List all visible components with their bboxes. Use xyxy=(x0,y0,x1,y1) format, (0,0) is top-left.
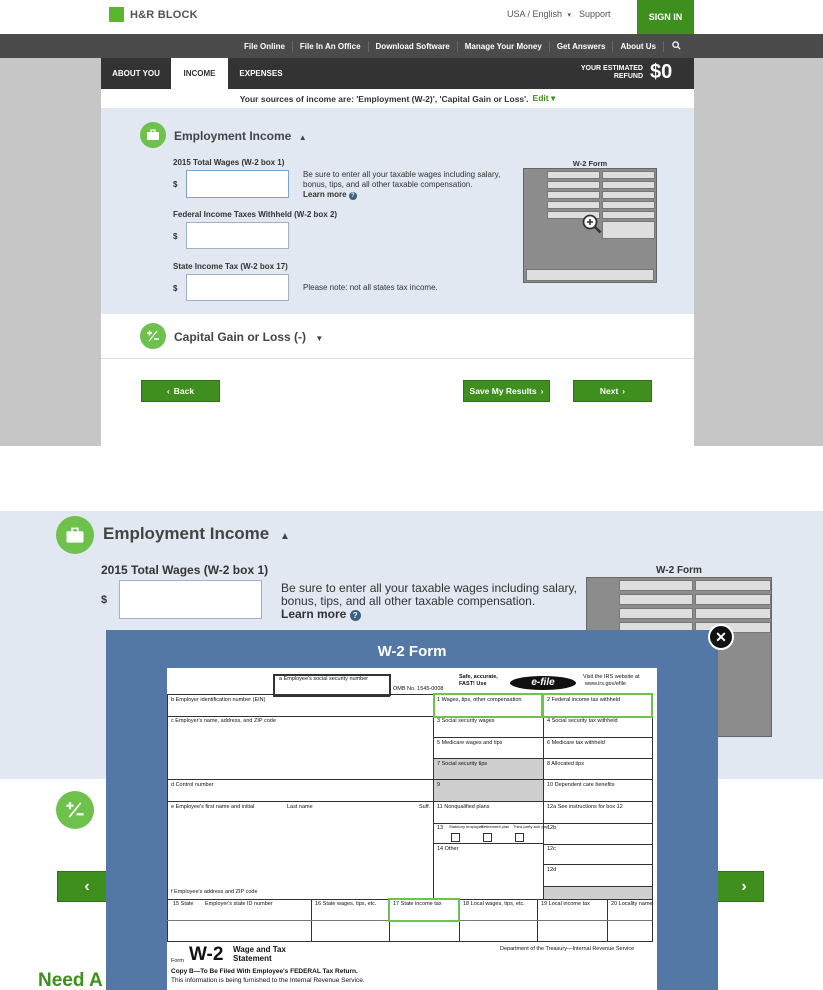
form-safe: Safe, accurate, xyxy=(459,674,498,680)
form-suff: Suff. xyxy=(419,804,431,810)
back-button[interactable] xyxy=(141,380,220,402)
zoomed-w2-thumb-title: W-2 Form xyxy=(656,565,702,576)
modal-title: W-2 Form xyxy=(377,643,447,660)
form-wage-tax-2: Statement xyxy=(233,954,272,963)
form-box-20: 20 Locality name xyxy=(611,901,653,907)
nav-get-answers[interactable]: Get Answers xyxy=(549,41,613,52)
form-box-9: 9 xyxy=(437,782,441,788)
capital-gain-title[interactable] xyxy=(174,330,323,344)
form-box-b: b Employer identification number (EIN) xyxy=(171,697,266,703)
w2-thumb-cell xyxy=(695,580,771,591)
efile-text: e-file xyxy=(531,677,555,688)
form-box-10: 10 Dependent care benefits xyxy=(547,782,615,788)
w2-thumb-cell xyxy=(602,211,655,219)
nav-download-software[interactable]: Download Software xyxy=(368,41,457,52)
help-icon: ? xyxy=(350,610,361,621)
form-box-d: d Control number xyxy=(171,782,214,788)
form-omb: OMB No. 1545-0008 xyxy=(393,686,444,692)
chevron-down-icon: ▾ xyxy=(550,93,556,103)
form-statutory: Statutory employee xyxy=(449,824,484,829)
form-wage-tax-1: Wage and Tax xyxy=(233,945,286,954)
form-fast: FAST! Use xyxy=(459,681,487,687)
w2-thumb-cell xyxy=(547,171,600,179)
form-box-12c: 12c xyxy=(547,846,556,852)
zoomed-wages-dollar: $ xyxy=(101,594,108,606)
w2-thumb-cell xyxy=(526,269,654,281)
state-help: Please note: not all states tax income. xyxy=(303,283,438,292)
nav-file-online[interactable]: File Online xyxy=(244,41,285,51)
nav-file-in-office[interactable]: File In An Office xyxy=(292,41,368,52)
form-box-18: 18 Local wages, tips, etc. xyxy=(463,901,525,907)
learn-more-link[interactable] xyxy=(303,190,357,199)
edit-sources-link[interactable] xyxy=(533,93,556,104)
briefcase-icon xyxy=(56,516,94,554)
state-tax-input[interactable] xyxy=(186,274,289,301)
w2-thumb-cell xyxy=(547,201,600,209)
form-box-2: 2 Federal income tax withheld xyxy=(547,697,621,703)
zoomed-wages-input[interactable] xyxy=(119,580,262,619)
form-word: Form xyxy=(171,958,184,964)
refund-label-line1: YOUR ESTIMATED xyxy=(580,65,643,72)
form-last-name: Last name xyxy=(287,804,313,810)
income-sources-text: Your sources of income are: 'Employment (W-2)', 'Capital Gain or Loss'. xyxy=(239,93,529,104)
form-box-e: e Employee's first name and initial xyxy=(171,804,255,810)
form-box-12b: 12b xyxy=(547,825,557,831)
nav-manage-money[interactable]: Manage Your Money xyxy=(457,41,549,52)
w2-thumb-cell xyxy=(602,191,655,199)
income-sources-summary xyxy=(101,89,694,108)
form-info: This information is being furnished to the Internal Revenue Service. xyxy=(171,977,365,984)
chevron-down-icon: ▾ xyxy=(567,12,572,19)
close-icon[interactable]: ✕ xyxy=(708,624,734,650)
w2-thumb-cell xyxy=(619,608,693,619)
form-box-14: 14 Other xyxy=(437,846,459,852)
locale-selector[interactable] xyxy=(507,9,571,19)
employment-income-title[interactable] xyxy=(174,129,307,143)
form-box-f: f Employee's address and ZIP code xyxy=(171,889,258,895)
w2-thumb-cell xyxy=(695,608,771,619)
tab-income[interactable]: INCOME xyxy=(171,58,228,89)
efile-logo xyxy=(510,676,576,690)
form-w2-title: W-2 xyxy=(189,944,224,965)
form-box-12a: 12a See instructions for box 12 xyxy=(547,804,623,810)
briefcase-icon xyxy=(140,122,166,148)
form-state-id: Employer's state ID number xyxy=(205,901,273,907)
help-icon: ? xyxy=(349,192,357,200)
employment-title-text: Employment Income xyxy=(174,129,292,143)
federal-label: Federal Income Taxes Withheld (W-2 box 2) xyxy=(173,210,338,219)
zoomed-employment-title-text: Employment Income xyxy=(103,524,270,543)
form-box-7: 7 Social security tips xyxy=(437,761,488,767)
zoomed-learn-more-label: Learn more xyxy=(281,607,347,621)
form-visit2: www.irs.gov/efile xyxy=(585,681,626,687)
next-label: Next xyxy=(599,386,619,396)
zoomed-employment-title[interactable] xyxy=(103,524,290,544)
form-box-3: 3 Social security wages xyxy=(437,718,495,724)
w2-thumbnail[interactable] xyxy=(523,168,657,283)
refund-amount: $0 xyxy=(650,61,673,83)
logo-square-icon xyxy=(109,7,124,22)
next-button[interactable] xyxy=(573,380,652,402)
support-link[interactable]: Support xyxy=(579,9,611,19)
w2-thumb-cell xyxy=(619,594,693,605)
w2-thumb-cell xyxy=(602,181,655,189)
form-retirement: Retirement plan xyxy=(481,824,510,829)
caret-up-icon: ▲ xyxy=(280,531,290,542)
state-dollar: $ xyxy=(173,284,178,293)
zoomed-wages-label: 2015 Total Wages (W-2 box 1) xyxy=(101,563,269,577)
retirement-checkbox xyxy=(483,833,492,842)
search-icon[interactable] xyxy=(663,41,689,52)
wages-input[interactable] xyxy=(186,170,289,198)
locale-label: USA / English xyxy=(507,9,563,19)
chevron-right-icon: › xyxy=(622,386,626,396)
w2-form-image xyxy=(167,668,657,990)
federal-dollar: $ xyxy=(173,232,178,241)
save-label: Save My Results xyxy=(469,386,537,396)
form-box-6: 6 Medicare tax withheld xyxy=(547,740,605,746)
thirdparty-checkbox xyxy=(515,833,524,842)
form-box-c: c Employer's name, address, and ZIP code xyxy=(171,718,276,724)
save-results-button[interactable] xyxy=(463,380,550,402)
federal-withheld-input[interactable] xyxy=(186,222,289,249)
chevron-right-icon: › xyxy=(741,877,747,895)
w2-thumb-cell xyxy=(619,580,693,591)
w2-thumb-cell xyxy=(602,201,655,209)
w2-thumb-cell xyxy=(547,181,600,189)
learn-more-label: Learn more xyxy=(303,190,347,199)
section-divider xyxy=(101,358,694,359)
wages-help-text: Be sure to enter all your taxable wages including salary, bonus, tips, and all other taxable compensation. xyxy=(303,170,501,189)
form-box-17: 17 State income tax xyxy=(393,901,442,907)
form-box-19: 19 Local income tax xyxy=(541,901,590,907)
caret-down-icon: ▼ xyxy=(315,334,324,343)
edit-label: Edit xyxy=(532,93,549,103)
chevron-right-icon: › xyxy=(540,386,544,396)
chevron-left-icon: ‹ xyxy=(84,877,90,895)
zoomed-wages-help xyxy=(281,582,581,621)
w2-thumb-cell xyxy=(695,594,771,605)
state-label: State Income Tax (W-2 box 17) xyxy=(173,262,288,271)
plus-minus-icon xyxy=(56,791,94,829)
brand-logo[interactable] xyxy=(109,7,198,22)
zoomed-learn-more-link[interactable] xyxy=(281,607,361,621)
form-thirdparty: Third-party sick pay xyxy=(513,824,548,829)
w2-thumb-cell xyxy=(602,221,655,239)
need-help-heading: Need A xyxy=(38,970,103,990)
w2-thumb-cell xyxy=(547,191,600,199)
zoom-in-icon[interactable] xyxy=(582,214,602,234)
w2-thumb-title: W-2 Form xyxy=(572,159,608,168)
wages-dollar: $ xyxy=(173,180,178,189)
caret-up-icon: ▲ xyxy=(298,133,307,142)
form-box-4: 4 Social security tax withheld xyxy=(547,718,618,724)
wages-label: 2015 Total Wages (W-2 box 1) xyxy=(173,158,285,167)
form-box-8: 8 Allocated tips xyxy=(547,761,584,767)
nav-about-us[interactable]: About Us xyxy=(612,41,663,52)
form-box-12d: 12d xyxy=(547,867,557,873)
form-box-a: a Employee's social security number xyxy=(279,676,369,682)
form-box-13: 13 xyxy=(437,825,444,831)
form-box-11: 11 Nonqualified plans xyxy=(437,804,490,810)
form-dept: Department of the Treasury—Internal Revenue Service xyxy=(500,946,635,952)
statutory-checkbox xyxy=(451,833,460,842)
form-copyb: Copy B—To Be Filed With Employee's FEDERAL Tax Return. xyxy=(171,968,358,975)
form-box-16: 16 State wages, tips, etc. xyxy=(315,901,377,907)
tab-about-you[interactable]: ABOUT YOU xyxy=(112,69,160,78)
chevron-left-icon: ‹ xyxy=(166,386,170,396)
refund-label-line2: REFUND xyxy=(613,73,643,80)
form-visit1: Visit the IRS website at xyxy=(583,674,640,680)
tab-expenses[interactable]: EXPENSES xyxy=(239,69,283,78)
zoomed-wages-help-text: Be sure to enter all your taxable wages including salary, bonus, tips, and all other taxable compensation. xyxy=(281,581,577,608)
capital-title-text: Capital Gain or Loss (-) xyxy=(174,330,307,344)
form-box-1: 1 Wages, tips, other compensation xyxy=(437,697,522,703)
back-label: Back xyxy=(173,386,195,396)
form-box-15: 15 State xyxy=(173,901,194,907)
main-nav xyxy=(0,34,823,58)
wages-help xyxy=(303,170,518,200)
refund-label xyxy=(565,65,643,81)
sign-in-button[interactable]: SIGN IN xyxy=(637,0,694,34)
form-box-5: 5 Medicare wages and tips xyxy=(437,740,503,746)
w2-thumb-cell xyxy=(602,171,655,179)
plus-minus-icon xyxy=(140,323,166,349)
brand-name: H&R BLOCK xyxy=(130,8,198,21)
